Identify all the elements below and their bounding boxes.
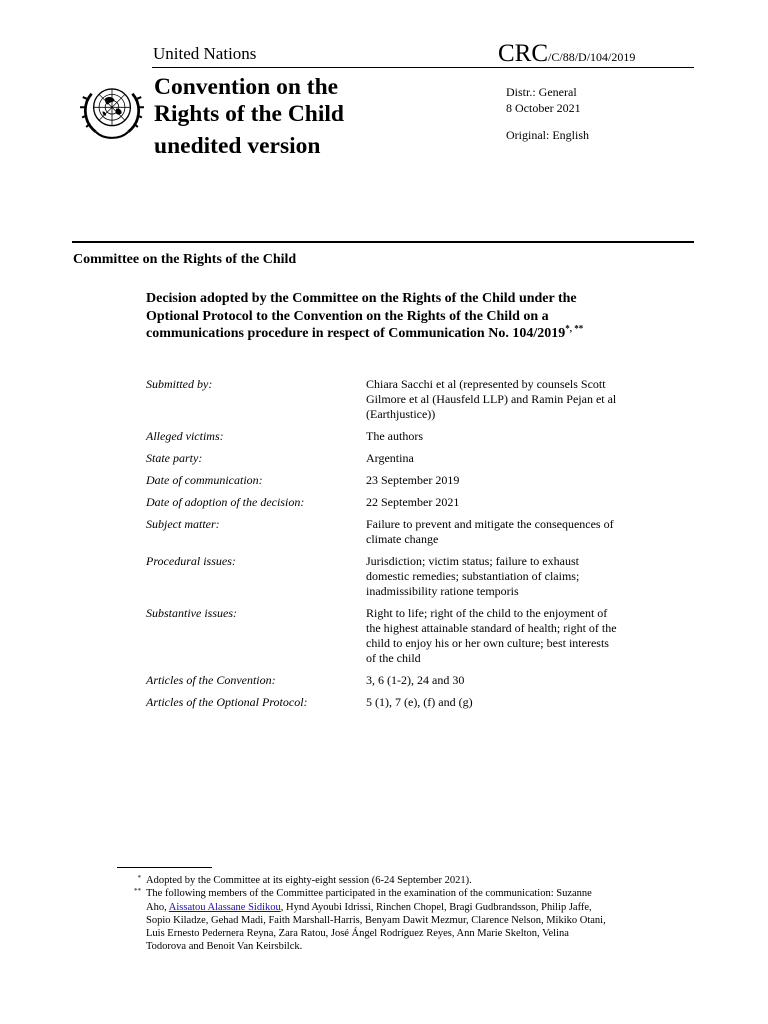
section-rule [72,241,694,243]
detail-label: Substantive issues: [146,606,237,620]
footnotes [127,874,607,954]
detail-value: 22 September 2021 [366,495,460,509]
detail-row [146,554,626,599]
document-symbol-number: /C/88/D/104/2019 [548,50,636,64]
detail-row [146,377,626,422]
case-details [146,377,626,717]
detail-value: The authors [366,429,423,443]
un-emblem-icon [78,76,146,144]
title-line: Rights of the Child [154,101,344,127]
distribution: Distr.: General [506,85,577,99]
footnote-rule [117,867,212,868]
detail-value: Right to life; right of the child to the enjoyment of the highest attainable standard of health; right of the child to enjoy his or her own culture; best interests of the child [366,606,617,665]
issue-date: 8 October 2021 [506,101,581,115]
detail-value: Chiara Sacchi et al (represented by counsels Scott Gilmore et al (Hausfeld LLP) and Ramin Pejan et al (Earthjustice)) [366,377,617,421]
detail-row [146,695,626,710]
detail-row [146,517,626,547]
footnote-text-part: Adopted by the Committee at its eighty-eight session (6-24 September 2021). [146,875,472,886]
detail-label: Date of adoption of the decision: [146,495,305,509]
detail-row [146,473,626,488]
detail-row [146,606,626,666]
footnote-mark: ** [134,887,141,896]
organization-name: United Nations [153,44,257,63]
detail-label: Procedural issues: [146,554,236,568]
detail-value: Jurisdiction; victim status; failure to exhaust domestic remedies; substantiation of claims; inadmissibility ratione temporis [366,554,580,598]
title-line: Convention on the [154,74,339,100]
member-name-link[interactable]: Aissatou Alassane Sidikou [168,901,281,913]
detail-label: Date of communication: [146,473,263,487]
footnote-text [146,888,606,952]
detail-label: Submitted by: [146,377,213,391]
footnote-text-part: , Hynd Ayoubi Idrissi, Rinchen Chopel, Bragi Gudbrandsson, Philip Jaffe, Sopio Kiladze, Gehad Madi, Faith Marshall-Harris, Benyam Dawit Mezmur, Clarence Nelson, Mikiko Otani, Luis Ernesto Pedernera Reyna, Zara Ratou, José Ángel Rodríguez Reyes, Ann Marie Skelton, Velina Todorova and Benoit Van Keirsbilck. [146,901,606,953]
unedited-version-label: unedited version [154,133,321,159]
detail-label: State party: [146,451,203,465]
detail-label: Alleged victims: [146,429,224,443]
detail-row [146,451,626,466]
detail-label: Subject matter: [146,517,220,531]
detail-value: 5 (1), 7 (e), (f) and (g) [366,695,473,709]
original-language: Original: English [506,128,589,142]
header-rule [152,67,694,68]
detail-value: Argentina [366,451,414,465]
footnote [127,874,607,887]
detail-row [146,495,626,510]
distribution-info [506,84,581,116]
detail-label: Articles of the Optional Protocol: [146,695,308,709]
footnote [127,887,607,953]
detail-value: 23 September 2019 [366,473,460,487]
decision-title-text: Decision adopted by the Committee on the Rights of the Child under the Optional Protocol to the Convention on the Rights of the Child on a communications procedure in respect of Communication No. 104/2019 [146,291,577,341]
document-symbol-main: CRC [498,40,549,67]
document-symbol [498,40,635,68]
detail-row [146,429,626,444]
detail-value: 3, 6 (1-2), 24 and 30 [366,673,465,687]
detail-value: Failure to prevent and mitigate the consequences of climate change [366,517,614,546]
committee-heading: Committee on the Rights of the Child [73,252,297,267]
footnote-reference: *, ** [565,323,584,334]
footnote-mark: * [137,874,141,882]
decision-title [146,290,626,343]
detail-label: Articles of the Convention: [146,673,276,687]
document-title [154,74,344,128]
detail-row [146,673,626,688]
footnote-text-part: The following members of the Committee participated in the examination of the communication: Suzanne Aho, [146,888,592,913]
footnote-text [146,875,472,886]
